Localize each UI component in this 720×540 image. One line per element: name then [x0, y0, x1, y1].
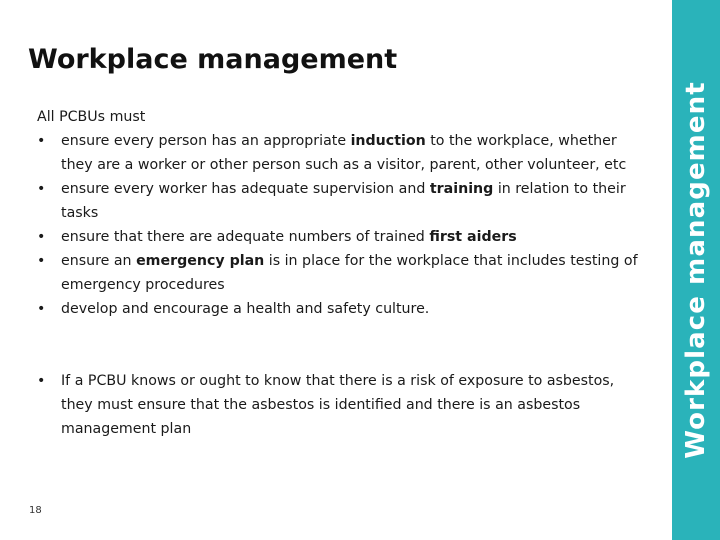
list-item	[37, 177, 647, 225]
bullet-icon: •	[37, 301, 46, 317]
side-band-label: Workplace management	[681, 81, 711, 459]
list-item	[37, 369, 647, 441]
bullet-icon: •	[37, 253, 46, 269]
bullet-emphasis: induction	[350, 133, 426, 149]
duties-list	[37, 129, 647, 321]
bullet-text: ensure an	[61, 253, 137, 269]
list-item	[37, 129, 647, 177]
bullet-text: If a PCBU knows or ought to know that there is a risk of exposure to asbestos, they must ensure that the asbestos is identified and there is an asbestos management plan	[61, 373, 615, 437]
bullet-text: is in place for the workplace that includes testing of emergency procedures	[61, 253, 638, 293]
side-band	[672, 0, 720, 540]
bullet-icon: •	[37, 229, 46, 245]
bullet-emphasis: training	[429, 181, 494, 197]
slide-title: Workplace management	[28, 44, 398, 75]
page-number: 18	[29, 505, 42, 516]
bullet-emphasis: first aiders	[429, 229, 517, 245]
bullet-text: in relation to their tasks	[61, 181, 626, 221]
asbestos-list	[37, 369, 647, 441]
bullet-text: develop and encourage a health and safety culture.	[61, 301, 430, 317]
intro-text: All PCBUs must	[37, 109, 146, 125]
list-item	[37, 225, 647, 249]
bullet-text: ensure that there are adequate numbers of trained	[61, 229, 430, 245]
bullet-icon: •	[37, 181, 46, 197]
bullet-icon: •	[37, 133, 46, 149]
bullet-text: ensure every worker has adequate supervision and	[61, 181, 430, 197]
list-item	[37, 297, 647, 321]
bullet-text: to the workplace, whether they are a worker or other person such as a visitor, parent, other volunteer, etc	[61, 133, 627, 173]
bullet-emphasis: emergency plan	[136, 253, 265, 269]
bullet-icon: •	[37, 373, 46, 389]
bullet-text: ensure every person has an appropriate	[61, 133, 351, 149]
list-item	[37, 249, 647, 297]
